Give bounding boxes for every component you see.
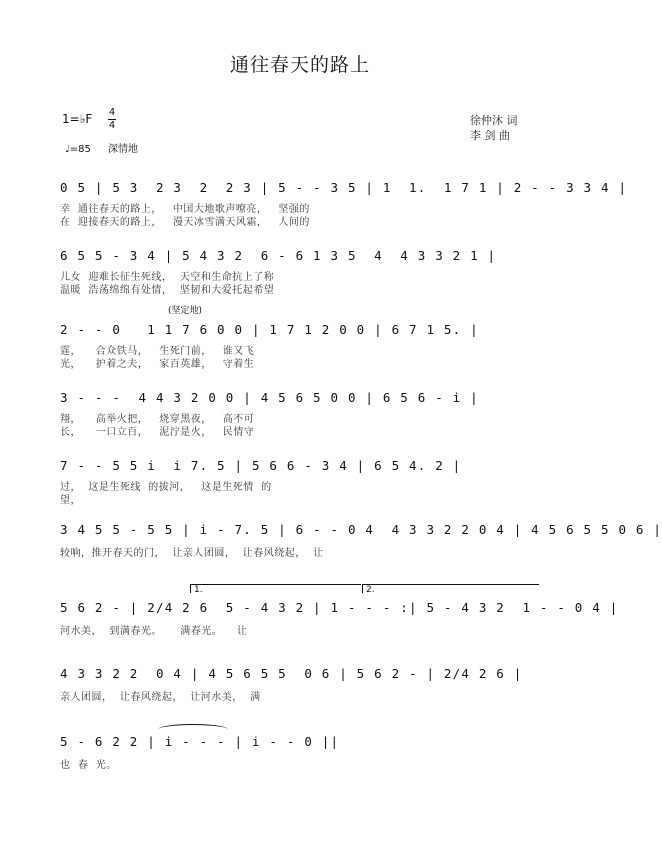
lyric-line-2: 长， 一口立百， 泥泞是火， 民情守	[60, 427, 255, 438]
lyric-line-1: 亲人团圆， 让春风绕起， 让河水美， 满	[60, 692, 261, 703]
lyric-line-1: 较响，推开春天的门， 让亲人团圆， 让春风绕起， 让	[60, 548, 324, 559]
lyric-line-1: 过， 这是生死线 的拔河， 这是生死情 的	[60, 482, 272, 493]
style-marking: 深情地	[108, 144, 139, 155]
lyric-line-1: 翔， 高举火把， 烧穿黑夜， 高不可	[60, 414, 255, 425]
tempo-marking	[65, 140, 138, 155]
time-sig-bottom: 4	[108, 120, 116, 131]
volta-1-label: 1.	[194, 585, 203, 595]
time-signature	[108, 108, 116, 131]
volta-bracket-2	[362, 584, 539, 593]
lyric-line-1: 幸 通往春天的路上， 中国大地歌声嘹亮， 坚强的	[60, 204, 310, 215]
time-sig-top: 4	[108, 107, 116, 118]
jianpu-notes: 6 5 5 - 3 4 | 5 4 3 2 6 - 6 1 3 5 4 4 3 3 2 1 |	[60, 248, 497, 263]
lyric-line-2: 温暖 浩荡绵绵有处情， 坚韧和大爱托起希望	[60, 285, 275, 296]
lyric-line-1: 也 春 光。	[60, 760, 117, 771]
lyricist-credit: 徐仲沐 词	[470, 114, 518, 127]
jianpu-notes: 3 4 5 5 - 5 5 | i - 7. 5 | 6 - - 0 4 4 3 3 2 2 0 4 | 4 5 6 5 5 0 6 |	[60, 522, 662, 537]
lyric-line-1: 河水美， 到满春光。 满春光。 让	[60, 626, 248, 637]
lyric-line-2: 在 迎接春天的路上， 漫天冰雪满天风霜， 人间的	[60, 217, 310, 228]
composer-credit: 李 剑 曲	[470, 129, 510, 142]
jianpu-notes: 3 - - - 4 4 3 2 0 0 | 4 5 6 5 0 0 | 6 5 6 - i |	[60, 390, 479, 405]
jianpu-notes: 2 - - 0 1 1 7 6 0 0 | 1 7 1 2 0 0 | 6 7 1 5. |	[60, 322, 479, 337]
song-title: 通往春天的路上	[229, 54, 370, 76]
tempo-value: ♩=85	[65, 144, 91, 155]
key-signature: 1=♭F	[62, 112, 93, 126]
jianpu-notes: 5 6 2 - | 2/4 2 6 5 - 4 3 2 | 1 - - - :| 5 - 4 3 2 1 - - 0 4 |	[60, 600, 619, 615]
lyric-line-1: 儿女 迎难长征生死线， 天空和生命抗上了称	[60, 272, 275, 283]
volta-2-label: 2.	[366, 585, 375, 595]
lyric-line-1: 霆， 合众铁马， 生死门前， 谁又飞	[60, 346, 255, 357]
jianpu-notes: 5 - 6 2 2 | i - - - | i - - 0 ||	[60, 734, 340, 749]
volta-bracket-1	[190, 584, 361, 593]
lyric-line-2: 光， 护着之夫， 家百英雄， 守着生	[60, 359, 255, 370]
jianpu-notes: 7 - - 5 5 i i 7. 5 | 5 6 6 - 3 4 | 6 5 4. 2 |	[60, 458, 462, 473]
jianpu-notes: 0 5 | 5 3 2 3 2 2 3 | 5 - - 3 5 | 1 1. 1 7 1 | 2 - - 3 3 4 |	[60, 180, 628, 195]
expression-annotation: (坚定地)	[168, 306, 203, 316]
lyric-line-2: 望，	[60, 495, 81, 506]
jianpu-notes: 4 3 3 2 2 0 4 | 4 5 6 5 5 0 6 | 5 6 2 - | 2/4 2 6 |	[60, 666, 523, 681]
